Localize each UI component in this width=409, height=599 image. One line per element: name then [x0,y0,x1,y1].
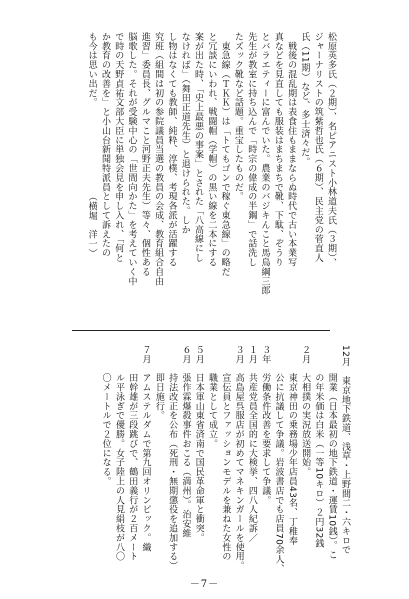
article-text: 松原英多氏（２期）、名ピアニスト小林道夫氏（３期）、 ジャーナリストの筑紫哲也氏（６期）、民主党の菅直人 氏（11期）など、多士済々だ。 戦後の混乱期は表食住もままならぬ時代で古い本業写 真などを見直しても服装はまちまちで靴、下駄、ぞうり とバラエティーに富んでいた。農業のバジキんこと馬鳥綱三郎 先生が教室に持ち込んで「時宗の偉成の半鋼」で話洗し たズック靴など話題。重宝したものだ。 東急線（ＴＫＫ）は「トてもゴンで稼ぐ東急線」の略だ と冗談にいわれ、戦闘帽（学帽）の黒い線を二本にする 案が出た時、「史上最悪の事案」とされた「八高線にし なければ」（舞田正道先生）と退けられた。しか し物はなくても教師、純粋、淳樸、考現各派が活躍する 究班（組間は初の参院議員当選の教員の会成、教育組合自由 進習」委員長、グルマこと河野正夫先生）等々、個性ある 脳歌した。それが受験中心の「世間向かた」を考えていく中 で時の天野貞祐文部大臣に単独会見を申し入れ、「何と か教育の改善を」と小山台新聞特派員として訴えたの も今は思い出だ。 （横堀 洋一） [86,32,336,296]
section-divider [72,330,330,331]
chronology-text: 12月 東京地下鉄道、浅草・上野間二・六キロで 開業（日本最初の地下鉄道・運賃10銭）。こ の年米価は白米（一等10キロ）２円32銭 ２月 大相撲の実況放送開始。 東京神田の乗務場少年店員43名、丁稚奉 公に抗議して争議。岩波書店でも店員70余人、 ３年 労働条件改善を要求して争議。 １月 共産党員全国的に大検挙、四八人紀訴／ ３月 高島屋呉服店が初めてマネキンガールを使用。 宣伝員とファッションモデルを兼ねた女性の 職業として成立。 ５月 日本軍山東省済南で国民革命軍と衝突。 ６月 張作霖爆殺事件おこる（満州）。治安維 持法改正を公布（死刑・無期懲役を追加する） 即日施行。 ７月 アムステルダムで第九回オリンピック。織 田幹雄が三段跳びで、鶴田義行が２百メート ル平泳ぎで優勝。女子陸上の人見絹枝が八〇 〇メートルで２位になる。 [100,345,350,574]
page-number: －7－ [189,579,220,590]
